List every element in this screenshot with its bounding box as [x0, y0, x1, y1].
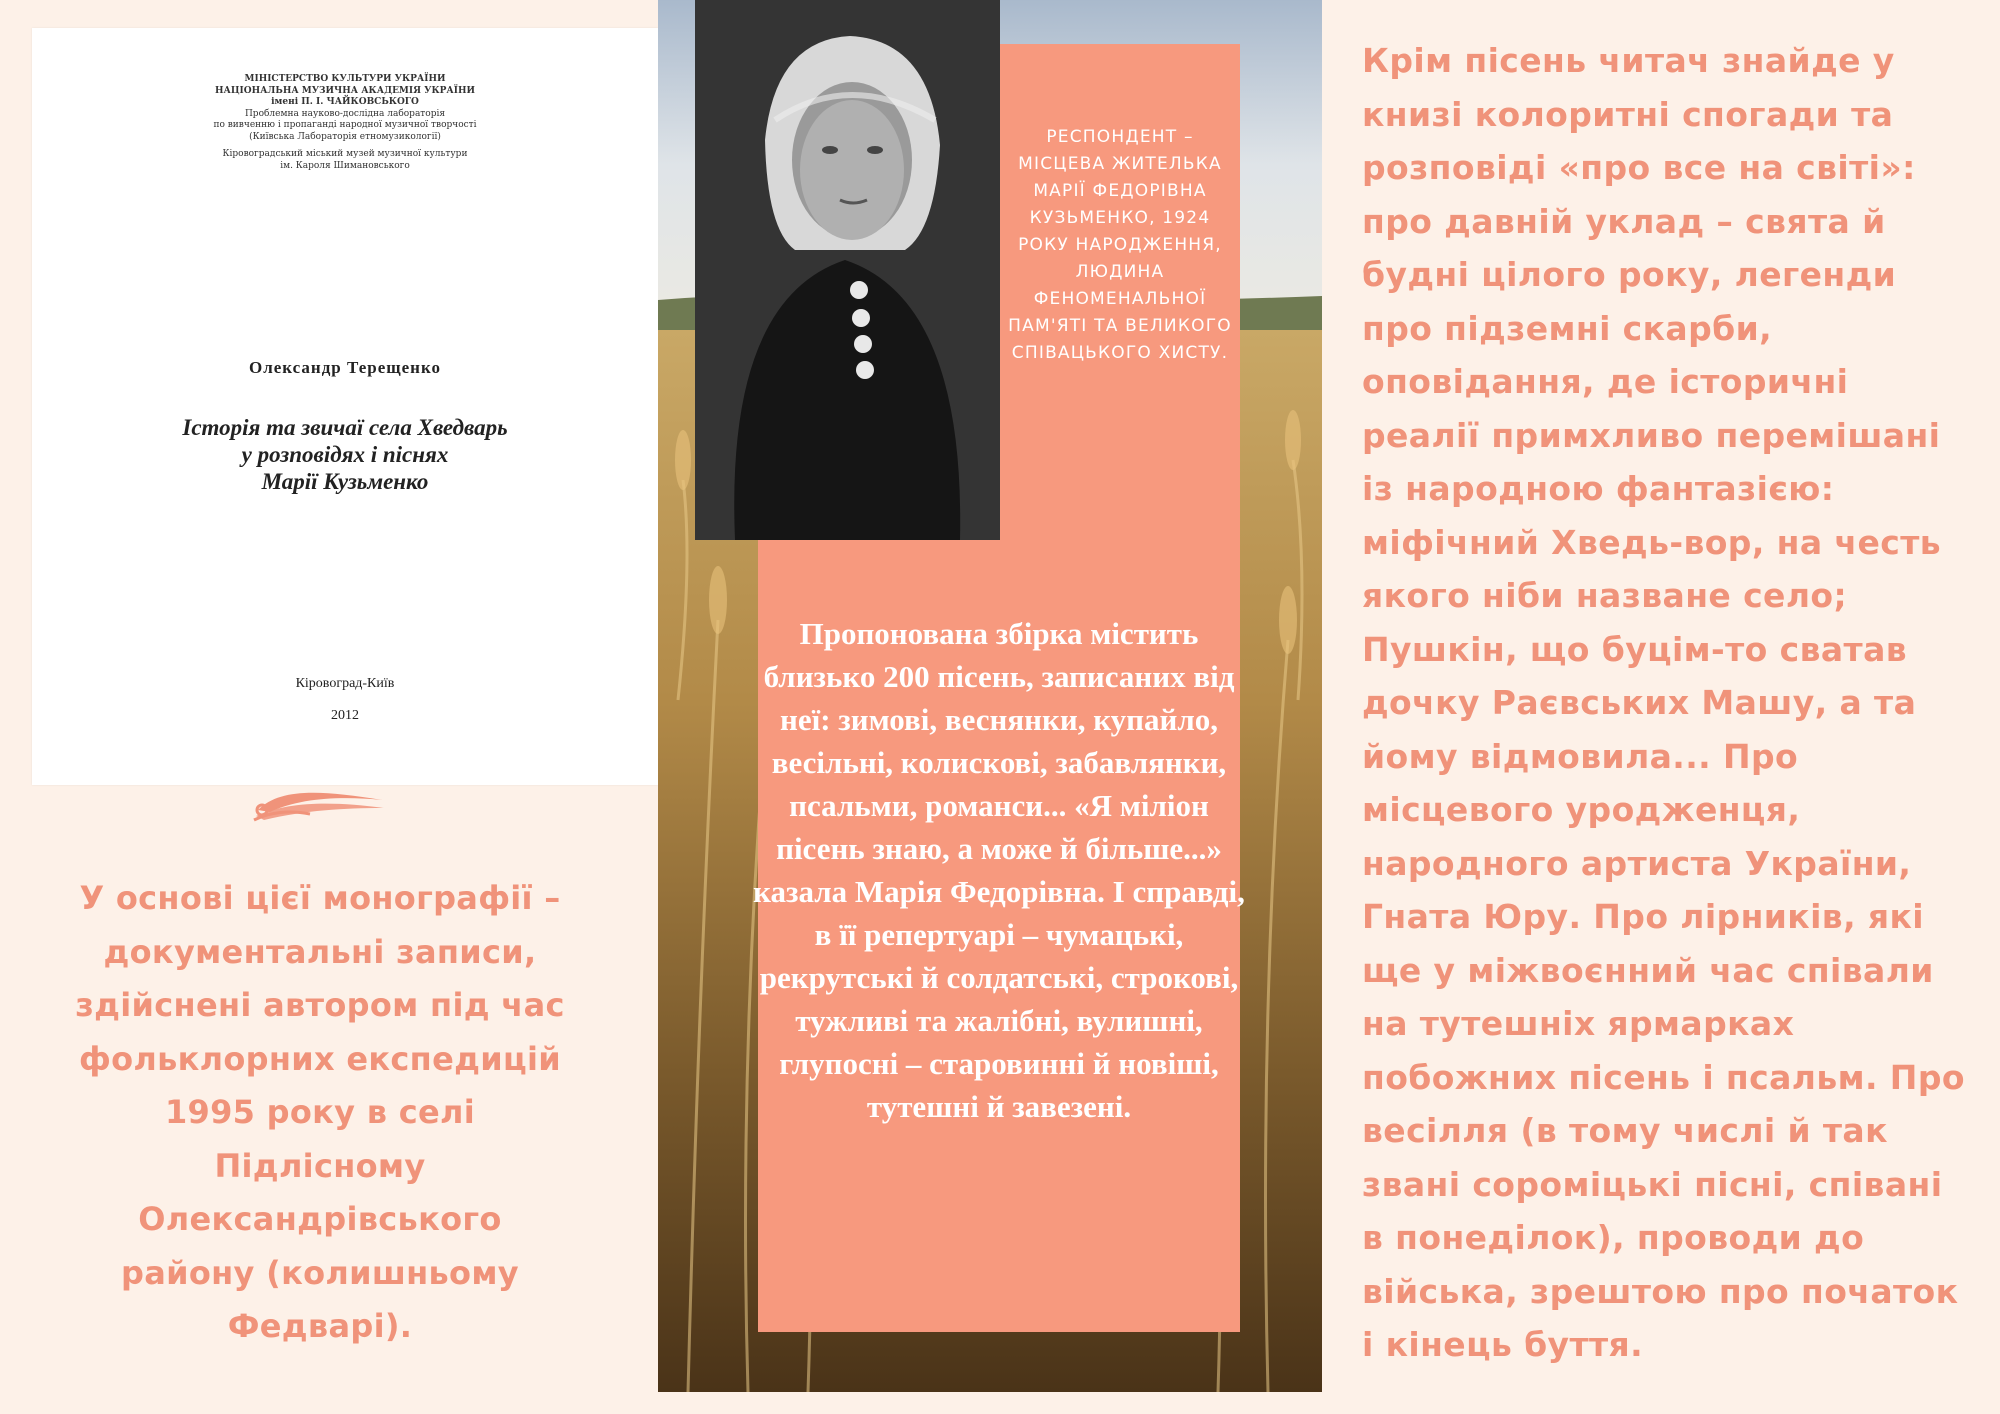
cover-author: Олександр Терещенко — [248, 358, 442, 377]
respondent-caption-box — [1000, 44, 1240, 544]
book-contents-description: Крім пісень читач знайде у книзі колоритні спогади та розповіді «про все на світі»: про давній уклад – свята й будні цілого року, легенди про підземні скарби, оповідання, де історичні реалії примхливо перемішані із народною фантазією: міфічний Хведь-вор, на честь якого ніби назване село; Пушкін, що буцім-то сватав дочку Раєвських Машу, а та йому відмовила... Про місцевого уродженця, народного артиста України, Гната Юру. Про лірників, які ще у міжвоєнний час співали на тутешніх ярмарках побожних пісень і псальм. Про весілля (в тому числі й так звані сороміцькі пісні, співані в понеділок), проводи до війська, зрештою про початок і кінець буття. — [1362, 41, 1965, 1364]
cover-header-line: по вивченню і пропаганді народної музичної творчості — [213, 120, 477, 130]
respondent-caption: РЕСПОНДЕНТ – МІСЦЕВА ЖИТЕЛЬКА МАРІЇ ФЕДОРІВНА КУЗЬМЕНКО, 1924 РОКУ НАРОДЖЕННЯ, ЛЮДИНА ФЕНОМЕНАЛЬНОЇ ПАМ'ЯТІ ТА ВЕЛИКОГО СПІВАЦЬКОГО ХИСТУ. — [1008, 127, 1232, 363]
cover-title-line: Марії Кузьменко — [261, 469, 429, 494]
collection-description-box — [753, 540, 1245, 1332]
cover-title-line: Історія та звичаї села Хведварь — [182, 415, 508, 440]
cover-header-line: Проблемна науково-дослідна лабораторія — [244, 108, 446, 119]
respondent-portrait-photo — [695, 0, 1000, 540]
cover-header-line: (Київська Лабораторія етномузикології) — [249, 131, 441, 142]
cover-header — [32, 74, 658, 172]
cover-title — [32, 414, 658, 495]
monograph-description: У основі цієї монографії – документальні записи, здійснені автором під час фольклорних експедицій 1995 року в селі Підлісному Олександрівського району (колишньому Федварі). — [75, 879, 565, 1345]
cover-header-line: імені П. І. ЧАЙКОВСЬКОГО — [271, 97, 419, 107]
book-cover — [32, 28, 658, 785]
cover-header-line: ім. Кароля Шимановського — [280, 160, 410, 171]
collection-description: Пропонована збірка містить близько 200 пісень, записаних від неї: зимові, веснянки, купайло, весільні, колискові, забавлянки, псальми, романси... «Я міліон пісень знаю, а може й більше...» казала Марія Федорівна. І справді, в її репертуарі – чумацькі, рекрутські й солдатські, строкові, тужливі та жалібні, вулишні, глупосні – старовинні й новіші, тутешні й завезені. — [753, 616, 1245, 1124]
cover-header-line: МІНІСТЕРСТВО КУЛЬТУРИ УКРАЇНИ — [244, 74, 446, 84]
cover-title-line: у розповідях і піснях — [241, 442, 449, 467]
cover-year: 2012 — [331, 708, 359, 723]
cover-header-line: Кіровоградський міський музей музичної культури — [222, 149, 468, 159]
swirl-ornament-icon — [250, 786, 390, 826]
cover-header-line: НАЦІОНАЛЬНА МУЗИЧНА АКАДЕМІЯ УКРАЇНИ — [215, 85, 475, 96]
cover-place: Кіровоград-Київ — [295, 676, 395, 691]
